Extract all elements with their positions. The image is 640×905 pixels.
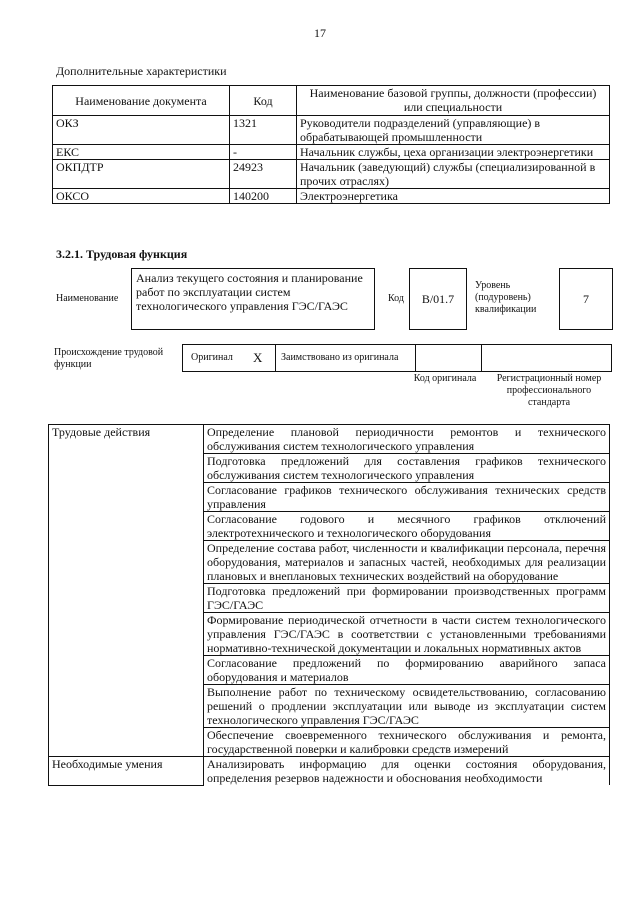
action-item: Формирование периодической отчетности в части систем технологического управления ГЭС/ГАЭС в соответствии с установленными требованиями нормативно-технической документации и локальных нормативных актов [204, 613, 610, 656]
cell-code: 1321 [230, 116, 297, 145]
cell-code: 24923 [230, 160, 297, 189]
function-name-box [131, 268, 375, 330]
cell-doc: ОКЗ [53, 116, 230, 145]
code-label: Код [388, 293, 404, 304]
cell-name: Начальник службы, цеха организации электроэнергетики [297, 145, 610, 160]
actions-label: Трудовые действия [49, 425, 204, 757]
divider [415, 345, 416, 371]
cell-code: - [230, 145, 297, 160]
action-item: Определение плановой периодичности ремонтов и технического обслуживания систем технологического управления [204, 425, 610, 454]
level-label: Уровень (подуровень) квалификации [475, 280, 537, 315]
cell-name: Руководители подразделений (управляющие) в обрабатывающей промышленности [297, 116, 610, 145]
action-item: Согласование предложений по формированию аварийного запаса оборудования и материалов [204, 656, 610, 685]
original-label: Оригинал [191, 352, 233, 363]
cell-name: Начальник (заведующий) службы (специализированной в прочих отраслях) [297, 160, 610, 189]
table-row [53, 145, 610, 160]
function-name: Анализ текущего состояния и планирование работ по эксплуатации систем технологического управления ГЭС/ГАЭС [136, 271, 363, 313]
actions-table [48, 424, 610, 786]
additional-title: Дополнительные характеристики [56, 64, 227, 78]
header-code: Код [230, 86, 297, 116]
name-label: Наименование [56, 293, 119, 304]
action-item: Выполнение работ по техническому освидетельствованию, согласованию решений о продлении эксплуатации или выводе из эксплуатации систем технологического управления ГЭС/ГАЭС [204, 685, 610, 728]
cell-doc: ОКПДТР [53, 160, 230, 189]
skills-label: Необходимые умения [49, 757, 204, 786]
level-value: 7 [583, 292, 589, 306]
original-mark: X [253, 350, 263, 365]
action-item: Согласование графиков технического обслуживания технических средств управления [204, 483, 610, 512]
table-row [53, 116, 610, 145]
action-item: Подготовка предложений для составления графиков технического обслуживания систем технологического управления [204, 454, 610, 483]
code-original-label: Код оригинала [413, 373, 477, 384]
header-doc: Наименование документа [53, 86, 230, 116]
cell-name: Электроэнергетика [297, 189, 610, 204]
level-box [559, 268, 613, 330]
header-name: Наименование базовой группы, должности (профессии) или специальности [297, 86, 610, 116]
cell-doc: ЕКС [53, 145, 230, 160]
additional-table [52, 85, 610, 204]
action-item: Подготовка предложений при формировании производственных программ ГЭС/ГАЭС [204, 584, 610, 613]
action-item: Определение состава работ, численности и квалификации персонала, перечня оборудования, материалов и запасных частей, необходимых для реализации плановых и внеплановых технических воздействий на оборудование [204, 541, 610, 584]
table-row [53, 160, 610, 189]
divider [275, 345, 276, 371]
divider [481, 345, 482, 371]
function-code: B/01.7 [421, 292, 455, 306]
borrowed-label: Заимствовано из оригинала [281, 352, 399, 363]
action-item: Обеспечение своевременного технического обслуживания и ремонта, государственной поверки и калибровки средств измерений [204, 728, 610, 757]
skill-item: Анализировать информацию для оценки состояния оборудования, определения резервов надежности и обоснования необходимости [204, 757, 610, 786]
code-box [409, 268, 467, 330]
cell-code: 140200 [230, 189, 297, 204]
page-number: 17 [314, 26, 326, 40]
cell-doc: ОКСО [53, 189, 230, 204]
function-heading: 3.2.1. Трудовая функция [56, 247, 188, 261]
action-item: Согласование годового и месячного графиков отключений электротехнического и технологического оборудования [204, 512, 610, 541]
reg-number-label: Регистрационный номер профессионального стандарта [496, 373, 602, 408]
origin-row [182, 344, 612, 372]
origin-label: Происхождение трудовой функции [54, 347, 164, 370]
table-row [53, 189, 610, 204]
